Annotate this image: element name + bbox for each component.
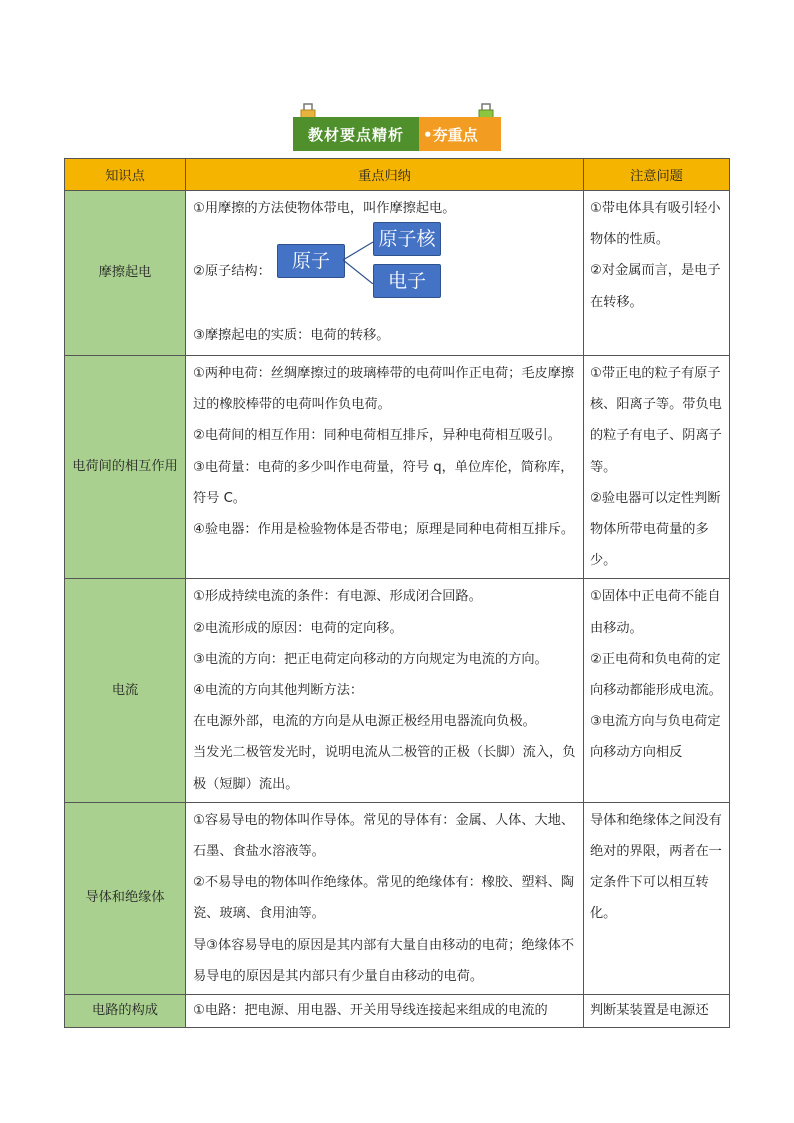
content-line: ②不易导电的物体叫作绝缘体。常见的绝缘体有：橡胶、塑料、陶瓷、玻璃、食用油等。 <box>193 875 575 922</box>
topic-cell: 电流 <box>65 579 186 802</box>
header-notes: 注意问题 <box>584 159 730 191</box>
electron-node: 电子 <box>373 264 441 298</box>
note-line: ②验电器可以定性判断物体所带电荷量的多少。 <box>590 490 721 569</box>
note-cell <box>584 995 730 1028</box>
note-line: ③电流方向与负电荷定向移动方向相反 <box>590 714 721 761</box>
content-line: ③摩擦起电的实质：电荷的转移。 <box>193 328 390 344</box>
section-banner <box>293 115 501 151</box>
note-cell <box>584 356 730 579</box>
structure-label: ②原子结构： <box>193 264 271 280</box>
content-line: ①容易导电的物体叫作导体。常见的导体有：金属、人体、大地、石墨、食盐水溶液等。 <box>193 812 575 860</box>
content-line: ③电荷量：电荷的多少叫作电荷量，符号 q，单位库伦，简称库，符号 C。 <box>193 459 574 506</box>
banner-title: 教材要点精析 <box>293 117 419 151</box>
table-header-row <box>65 159 730 191</box>
content-line: ③电流的方向：把正电荷定向移动的方向规定为电流的方向。 <box>193 651 548 667</box>
note-line: ①带电体具有吸引轻小物体的性质。 <box>590 201 721 248</box>
header-key-summary: 重点归纳 <box>186 159 584 191</box>
note-line: ②正电荷和负电荷的定向移动都能形成电流。 <box>590 651 722 699</box>
nucleus-node: 原子核 <box>373 222 441 256</box>
content-line: ②电荷间的相互作用：同种电荷相互排斥，异种电荷相互吸引。 <box>193 428 561 444</box>
note-line: 判断某装置是电源还 <box>590 1003 709 1019</box>
note-cell <box>584 802 730 994</box>
note-cell <box>584 579 730 802</box>
table-row <box>65 995 730 1028</box>
content-line: 当发光二极管发光时，说明电流从二极管的正极（长脚）流入，负极（短脚）流出。 <box>193 745 576 792</box>
topic-cell: 摩擦起电 <box>65 191 186 356</box>
content-cell <box>186 579 584 802</box>
table-row <box>65 191 730 356</box>
table-row <box>65 356 730 579</box>
content-line: ①用摩擦的方法使物体带电，叫作摩擦起电。 <box>193 201 456 216</box>
content-line: 导③体容易导电的原因是其内部有大量自由移动的电荷；绝缘体不易导电的原因是其内部只有少量自由移动的电荷。 <box>193 937 575 984</box>
content-line: ②电流形成的原因：电荷的定向移。 <box>193 620 403 636</box>
topic-cell: 导体和绝缘体 <box>65 802 186 994</box>
content-line: ①两种电荷：丝绸摩擦过的玻璃棒带的电荷叫作正电荷；毛皮摩擦过的橡胶棒带的电荷叫作负电荷。 <box>193 366 575 413</box>
atom-structure-diagram <box>193 224 577 320</box>
content-cell <box>186 356 584 579</box>
content-cell <box>186 191 584 356</box>
table-row <box>65 802 730 994</box>
knowledge-table <box>64 158 730 1028</box>
content-line: ①形成持续电流的条件：有电源、形成闭合回路。 <box>193 589 482 605</box>
content-line: ①电路：把电源、用电器、开关用导线连接起来组成的电流的 <box>193 1003 548 1019</box>
content-line: ④验电器：作用是检验物体是否带电；原理是同种电荷相互排斥。 <box>193 522 575 538</box>
content-line: 在电源外部，电流的方向是从电源正极经用电器流向负极。 <box>193 714 536 730</box>
atom-node: 原子 <box>277 244 345 278</box>
topic-cell: 电荷间的相互作用 <box>65 356 186 579</box>
branch-lines <box>343 234 375 284</box>
table-row <box>65 579 730 802</box>
content-line: ④电流的方向其他判断方法： <box>193 683 364 699</box>
note-line: 导体和绝缘体之间没有绝对的界限，两者在一定条件下可以相互转化。 <box>590 812 722 922</box>
topic-cell: 电路的构成 <box>65 995 186 1028</box>
content-cell <box>186 802 584 994</box>
note-line: ②对金属而言，是电子在转移。 <box>590 263 721 310</box>
header-knowledge-point: 知识点 <box>65 159 186 191</box>
note-line: ①固体中正电荷不能自由移动。 <box>590 589 721 636</box>
note-line: ①带正电的粒子有原子核、阳离子等。带负电的粒子有电子、阴离子等。 <box>590 366 722 475</box>
note-cell <box>584 191 730 356</box>
content-cell <box>186 995 584 1028</box>
banner-subtitle: •夯重点 <box>419 117 501 151</box>
